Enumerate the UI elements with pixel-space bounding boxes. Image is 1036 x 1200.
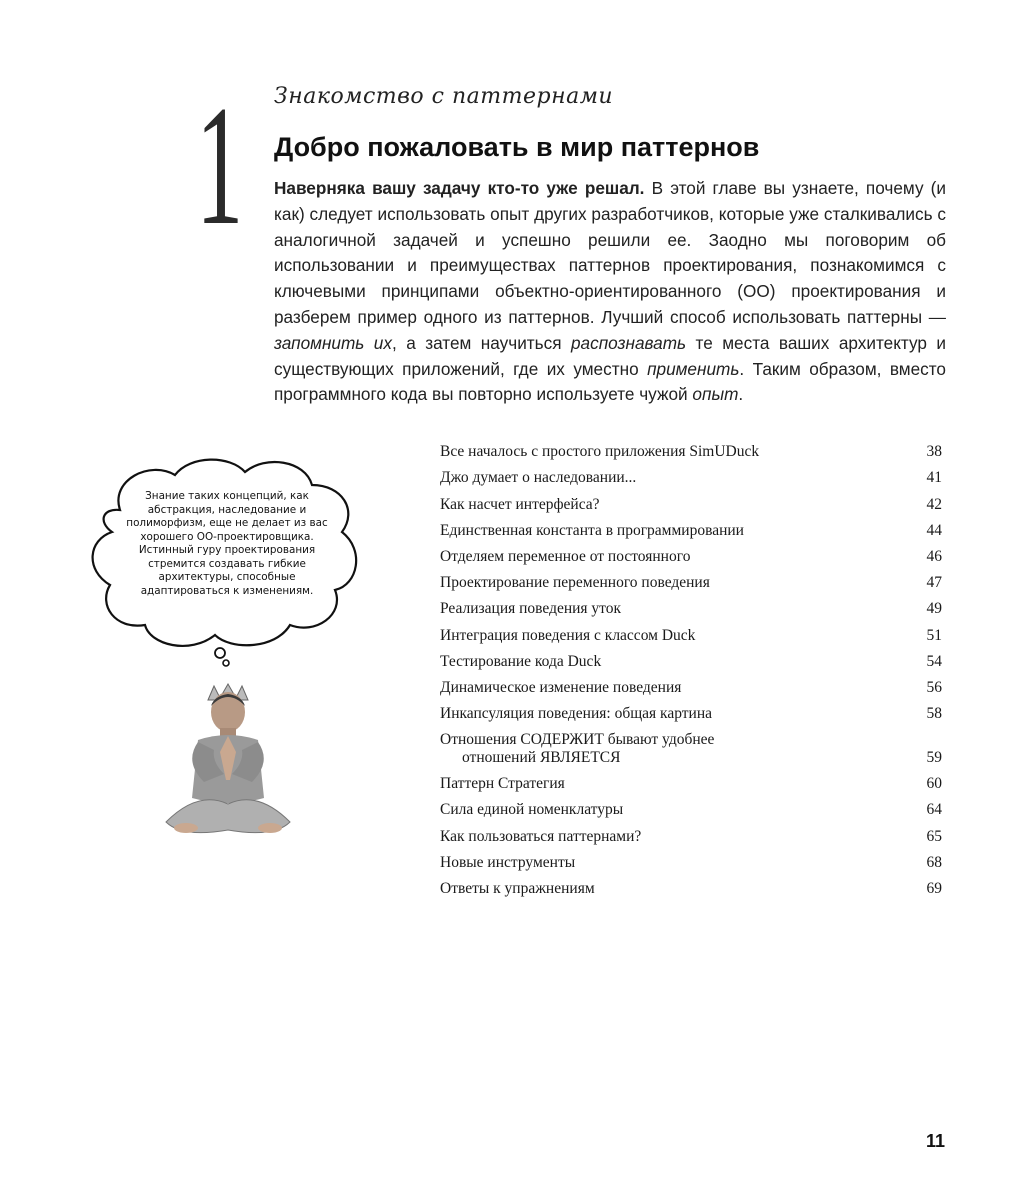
thought-bubble bbox=[80, 450, 370, 670]
intro-text-4: . Таким образом, вместо программного кода вы повторно используете чужой bbox=[274, 358, 946, 405]
toc-item[interactable] bbox=[440, 697, 942, 723]
intro-text-1: В этой главе вы узнаете, почему (и как) следует использовать опыт других разработчиков, которые уже сталкивались с аналогичной задачей и успешно решили ее. Заодно мы поговорим об использовании и преимуществах паттернов проектирования, познакомимся с ключевыми принципами объектно-ориентированного (ОО) проектирования и разберем пример одного из паттернов. Лучший способ использовать паттерны — bbox=[274, 178, 946, 327]
intro-text-5: . bbox=[738, 384, 744, 405]
toc-item-title-line: Динамическое изменение поведения bbox=[440, 678, 682, 696]
toc-item-page: 65 bbox=[926, 827, 942, 845]
toc-item[interactable] bbox=[440, 435, 942, 461]
toc-item-title bbox=[440, 653, 601, 671]
intro-emphasis-4: опыт bbox=[692, 384, 739, 405]
intro-emphasis-1: запомнить их bbox=[274, 332, 392, 353]
toc-item-title-line: Паттерн Стратегия bbox=[440, 775, 565, 793]
toc-item-page: 38 bbox=[926, 443, 942, 461]
intro-emphasis-3: применить bbox=[647, 358, 740, 379]
toc-item[interactable] bbox=[440, 767, 942, 793]
toc-item-title bbox=[440, 775, 565, 793]
toc-item-title bbox=[440, 574, 710, 592]
toc-item[interactable] bbox=[440, 566, 942, 592]
toc-item-page: 51 bbox=[926, 626, 942, 644]
toc-item[interactable] bbox=[440, 872, 942, 898]
toc-item-title-line: Ответы к упражнениям bbox=[440, 880, 595, 897]
toc-item-title-line: Как пользоваться паттернами? bbox=[440, 827, 642, 845]
toc-item-title-line: Тестирование кода Duck bbox=[440, 652, 602, 670]
toc-item-title-line2: отношений ЯВЛЯЕТСЯ bbox=[462, 749, 621, 767]
toc-item-title bbox=[440, 600, 621, 618]
toc-item-title bbox=[440, 522, 744, 540]
toc-item[interactable] bbox=[440, 671, 942, 697]
toc-item-page: 47 bbox=[926, 574, 942, 592]
toc-item[interactable] bbox=[440, 819, 942, 845]
toc-item-title-line: Сила единой номенклатуры bbox=[440, 801, 624, 819]
toc-item[interactable] bbox=[440, 487, 942, 513]
toc-item-page: 49 bbox=[926, 600, 942, 618]
thought-bubble-text: Знание таких концепций, как абстракция, наследование и полиморфизм, еще не делает из вас хорошего ОО-проектировщика. Истинный гуру проектирования стремится создавать гибкие архитектуры, способные адаптироваться к изменениям. bbox=[126, 490, 328, 597]
toc-item-title bbox=[440, 627, 695, 645]
toc-item-page: 56 bbox=[926, 678, 942, 696]
toc-item-title bbox=[440, 801, 623, 819]
toc-item-page: 58 bbox=[926, 705, 942, 723]
toc-item-title bbox=[440, 880, 595, 898]
toc-item-page: 42 bbox=[926, 495, 942, 513]
toc-item-page: 64 bbox=[926, 801, 942, 819]
toc-item-page: 69 bbox=[926, 880, 942, 897]
table-of-contents bbox=[440, 435, 942, 898]
toc-item-page: 60 bbox=[926, 775, 942, 793]
intro-text-2: , а затем научиться bbox=[391, 332, 571, 353]
toc-item-title-line: Реализация поведения уток bbox=[440, 600, 622, 618]
toc-item[interactable] bbox=[440, 793, 942, 819]
toc-item[interactable] bbox=[440, 618, 942, 644]
toc-item-title-line: Как насчет интерфейса? bbox=[440, 495, 600, 513]
toc-item-title bbox=[440, 443, 759, 461]
toc-item-page: 59 bbox=[926, 749, 942, 767]
toc-item-title-line: Инкапсуляция поведения: общая картина bbox=[440, 705, 712, 723]
chapter-intro bbox=[274, 176, 946, 408]
toc-item-title-line: Отношения СОДЕРЖИТ бывают удобнее bbox=[440, 731, 715, 749]
toc-item-page: 68 bbox=[926, 853, 942, 871]
toc-item-title bbox=[440, 705, 712, 723]
toc-item-page: 41 bbox=[926, 469, 942, 487]
toc-item[interactable] bbox=[440, 514, 942, 540]
toc-item-title-line: Интеграция поведения с классом Duck bbox=[440, 626, 696, 644]
toc-item-title-line: Отделяем переменное от постоянного bbox=[440, 547, 691, 565]
toc-item-title bbox=[440, 469, 636, 487]
toc-item[interactable] bbox=[440, 592, 942, 618]
toc-item-title-line: Единственная константа в программировании bbox=[440, 521, 744, 539]
toc-item-title bbox=[440, 828, 641, 846]
toc-item-title bbox=[440, 854, 575, 872]
toc-item-page: 44 bbox=[926, 521, 942, 539]
toc-item[interactable] bbox=[440, 846, 942, 872]
chapter-title: Добро пожаловать в мир паттернов bbox=[274, 132, 760, 162]
chapter-subtitle: Знакомство с паттернами bbox=[274, 84, 614, 109]
toc-item[interactable] bbox=[440, 540, 942, 566]
toc-item[interactable] bbox=[440, 645, 942, 671]
intro-lead: Наверняка вашу задачу кто-то уже решал. bbox=[274, 178, 645, 198]
toc-item[interactable] bbox=[440, 723, 942, 767]
intro-text-3: те места ваших архитектур и существующих приложений, где их уместно bbox=[274, 332, 946, 379]
toc-item-title-line: Джо думает о наследовании... bbox=[440, 469, 637, 487]
intro-emphasis-2: распознавать bbox=[571, 332, 687, 353]
toc-item-title-line: Проектирование переменного поведения bbox=[440, 574, 710, 592]
page-number: 11 bbox=[926, 1131, 946, 1151]
toc-item-title bbox=[440, 496, 600, 514]
meditating-guru-image bbox=[158, 670, 298, 850]
toc-item-title-line: Все началось с простого приложения SimUDuck bbox=[440, 443, 760, 461]
toc-item-title bbox=[440, 548, 690, 566]
toc-item-page: 54 bbox=[926, 652, 942, 670]
toc-item-title bbox=[440, 731, 714, 767]
toc-item-page: 46 bbox=[926, 547, 942, 565]
toc-item-title-line: Новые инструменты bbox=[440, 853, 576, 871]
toc-item-title bbox=[440, 679, 681, 697]
chapter-number: 1 bbox=[196, 71, 244, 261]
toc-item[interactable] bbox=[440, 461, 942, 487]
